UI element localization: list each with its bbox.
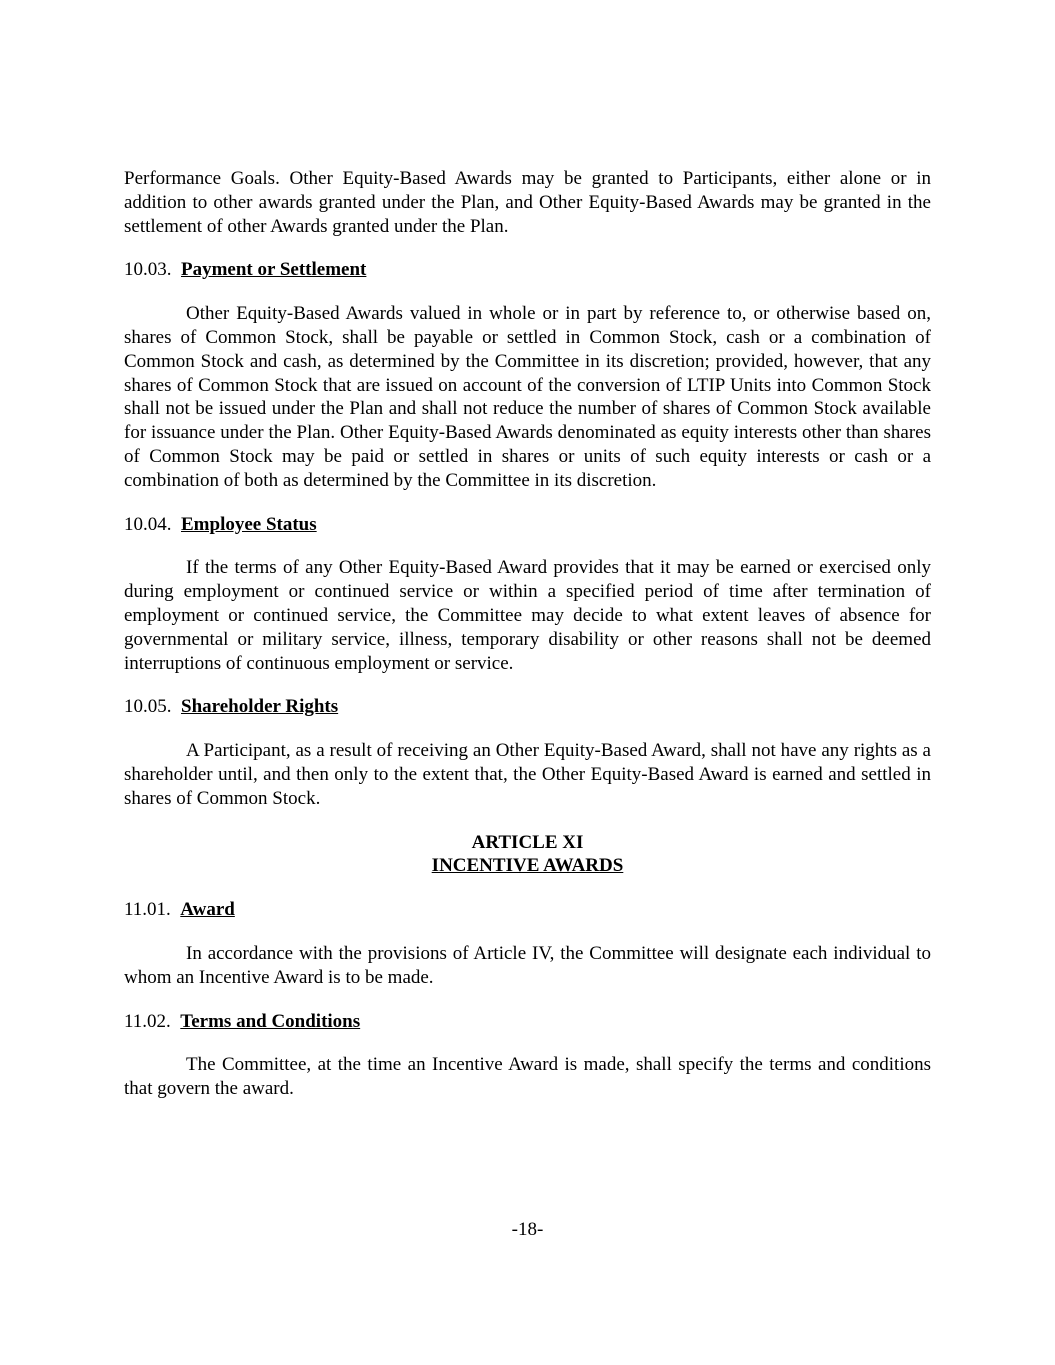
intro-paragraph: Performance Goals. Other Equity-Based Awards may be granted to Participants, either alone or in addition to other awards granted under the Plan, and Other Equity-Based Awards may be granted in the settlement of other Awards granted under the Plan.: [124, 168, 931, 237]
section-heading-10-05: [124, 695, 931, 719]
section-title: Payment or Settlement: [181, 259, 367, 281]
article-number: ARTICLE XI: [471, 831, 584, 853]
section-heading-10-04: [124, 513, 931, 537]
section-title: Award: [180, 899, 235, 921]
section-number: 10.05.: [124, 696, 172, 718]
article-title: INCENTIVE AWARDS: [431, 855, 624, 877]
section-body-11-02: The Committee, at the time an Incentive Award is made, shall specify the terms and conditions that govern the award.: [124, 1054, 931, 1100]
section-body-11-01: In accordance with the provisions of Article IV, the Committee will designate each individual to whom an Incentive Award is to be made.: [124, 942, 931, 988]
section-number: 10.03.: [124, 259, 172, 281]
section-title: Employee Status: [181, 513, 317, 535]
section-number: 11.02.: [124, 1010, 171, 1032]
section-heading-10-03: [124, 258, 931, 282]
document-page: [124, 167, 931, 1121]
article-heading: [124, 831, 931, 879]
section-heading-11-01: [124, 898, 931, 922]
section-heading-11-02: [124, 1010, 931, 1034]
section-number: 10.04.: [124, 513, 172, 535]
section-title: Terms and Conditions: [180, 1010, 361, 1032]
section-number: 11.01.: [124, 899, 171, 921]
page-number: -18-: [511, 1219, 544, 1240]
section-title: Shareholder Rights: [181, 696, 339, 718]
section-body-10-04: If the terms of any Other Equity-Based Award provides that it may be earned or exercised only during employment or continued service or within a specified period of time after termination of employment or continued service, the Committee may decide to what extent leaves of absence for governmental or military service, illness, temporary disability or other reasons shall not be deemed interruptions of continuous employment or service.: [124, 557, 931, 674]
section-body-10-05: A Participant, as a result of receiving an Other Equity-Based Award, shall not have any rights as a shareholder until, and then only to the extent that, the Other Equity-Based Award is earned and settled in shares of Common Stock.: [124, 740, 931, 809]
section-body-10-03: Other Equity-Based Awards valued in whole or in part by reference to, or otherwise based on, shares of Common Stock, shall be payable or settled in Common Stock, cash or a combination of Common Stock and cash, as determined by the Committee in its discretion; provided, however, that any shares of Common Stock that are issued on account of the conversion of LTIP Units into Common Stock shall not be issued under the Plan and shall not reduce the number of shares of Common Stock available for issuance under the Plan. Other Equity-Based Awards denominated as equity interests other than shares of Common Stock may be paid or settled in shares or units of such equity interests or cash or a combination of both as determined by the Committee in its discretion.: [124, 303, 931, 491]
